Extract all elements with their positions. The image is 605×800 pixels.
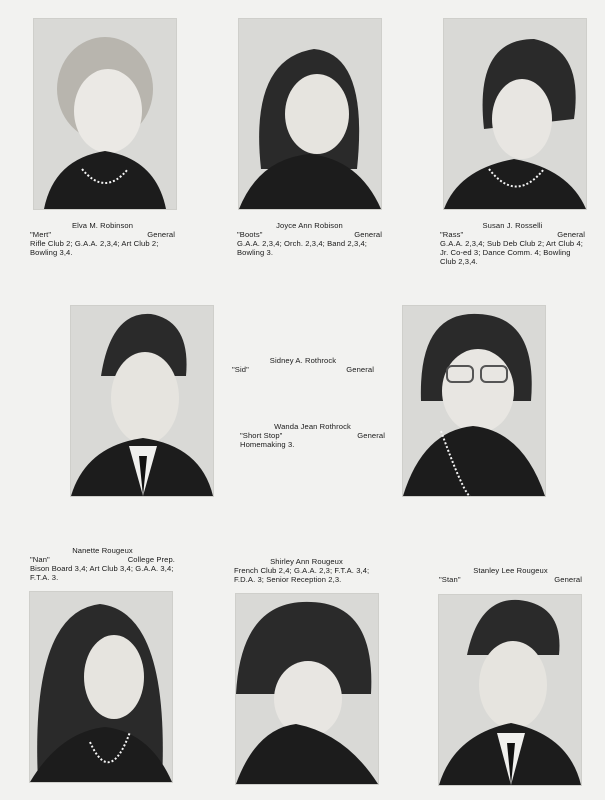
student-nickname: "Short Stop" <box>240 431 283 440</box>
student-nickname: "Nan" <box>30 555 50 564</box>
student-nickname: "Stan" <box>439 575 461 584</box>
student-activities: Homemaking 3. <box>240 440 295 449</box>
portrait-sidney-rothrock-image <box>71 306 213 496</box>
caption-wanda-rothrock <box>240 422 385 449</box>
caption-sidney-rothrock <box>232 356 374 374</box>
portrait-stanley-rougeux-image <box>439 595 581 785</box>
student-nickname: "Mert" <box>30 230 52 239</box>
portrait-nanette-rougeux-image <box>30 592 172 782</box>
student-activities: G.A.A. 2,3,4; Sub Deb Club 2; Art Club 4; Jr. Co-ed 3; Dance Comm. 4; Bowling Club 2,3,4. <box>440 239 583 266</box>
portrait-stanley-rougeux <box>438 594 582 786</box>
portrait-nanette-rougeux <box>29 591 173 783</box>
caption-nanette-rougeux <box>30 546 175 582</box>
student-name: Sidney A. Rothrock <box>269 356 337 365</box>
student-name: Stanley Lee Rougeux <box>473 566 548 575</box>
student-nickname: "Boots" <box>237 230 263 239</box>
caption-susan-rosselli <box>440 221 585 266</box>
portrait-susan-rosselli-image <box>444 19 586 209</box>
student-name: Joyce Ann Robison <box>276 221 343 230</box>
portrait-joyce-robison <box>238 18 382 210</box>
student-course: General <box>346 365 374 374</box>
student-activities: Rifle Club 2; G.A.A. 2,3,4; Art Club 2; Bowling 3,4. <box>30 239 159 257</box>
portrait-sidney-rothrock <box>70 305 214 497</box>
portrait-elva-robinson-image <box>34 19 176 209</box>
portrait-shirley-rougeux <box>235 593 379 785</box>
portrait-wanda-rothrock <box>402 305 546 497</box>
student-course: College Prep. <box>127 555 175 564</box>
student-course: General <box>354 230 382 239</box>
caption-elva-robinson <box>30 221 175 257</box>
student-nickname: "Rass" <box>440 230 464 239</box>
student-activities: French Club 2,4; G.A.A. 2,3; F.T.A. 3,4; F.D.A. 3; Senior Reception 2,3. <box>234 566 370 584</box>
caption-shirley-rougeux <box>234 557 379 584</box>
student-name: Susan J. Rosselli <box>482 221 543 230</box>
portrait-joyce-robison-image <box>239 19 381 209</box>
portrait-shirley-rougeux-image <box>236 594 378 784</box>
student-course: General <box>554 575 582 584</box>
student-nickname: "Sid" <box>232 365 249 374</box>
student-course: General <box>557 230 585 239</box>
student-activities: G.A.A. 2,3,4; Orch. 2,3,4; Band 2,3,4; Bowling 3. <box>237 239 368 257</box>
student-name: Nanette Rougeux <box>72 546 133 555</box>
portrait-susan-rosselli <box>443 18 587 210</box>
portrait-wanda-rothrock-image <box>403 306 545 496</box>
student-activities: Bison Board 3,4; Art Club 3,4; G.A.A. 3,4; F.T.A. 3. <box>30 564 174 582</box>
student-course: General <box>147 230 175 239</box>
portrait-elva-robinson <box>33 18 177 210</box>
caption-joyce-robison <box>237 221 382 257</box>
student-name: Elva M. Robinson <box>71 221 134 230</box>
caption-stanley-rougeux <box>439 566 582 584</box>
student-name: Shirley Ann Rougeux <box>270 557 343 566</box>
student-course: General <box>357 431 385 440</box>
student-name: Wanda Jean Rothrock <box>274 422 351 431</box>
